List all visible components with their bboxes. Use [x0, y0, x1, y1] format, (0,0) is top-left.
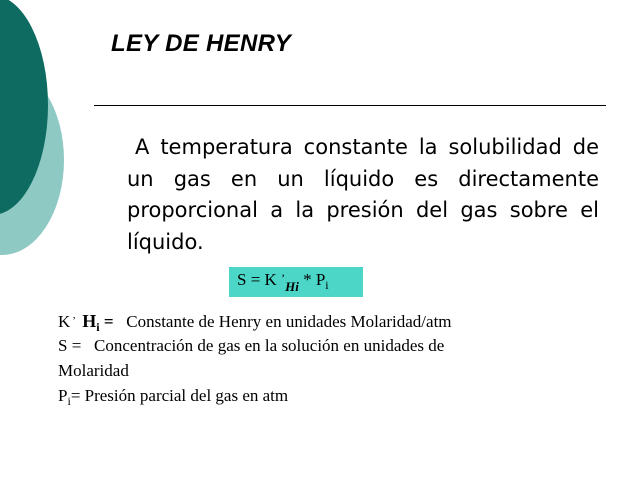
henry-formula-box [229, 267, 363, 297]
def-k-text: Constante de Henry en unidades Molaridad/atm [126, 312, 452, 331]
def-k-letter: K [58, 312, 71, 331]
def-k-eq: = [99, 312, 118, 331]
def-p-text: = Presión parcial del gas en atm [70, 386, 289, 405]
title-divider [94, 105, 606, 106]
def-k-prime: ’ [72, 315, 76, 327]
slide-title: LEY DE HENRY [111, 30, 292, 57]
def-s-text: Concentración de gas en la solución en unidades de [94, 336, 445, 355]
formula-sub-hi: Hi [285, 279, 299, 294]
def-p-sub: i [67, 394, 71, 408]
def-k-h-sub: i [96, 320, 100, 334]
definition-s-continued [58, 361, 129, 381]
definition-k [58, 311, 452, 335]
formula-sub-i: i [325, 278, 329, 292]
formula-mid: * P [298, 270, 326, 289]
def-k-h: H [82, 311, 97, 331]
henry-law-statement [127, 132, 599, 258]
formula-lhs: S = K [237, 270, 277, 289]
def-p-letter: P [58, 386, 68, 405]
def-s-label: S = [58, 336, 86, 355]
definition-p [58, 386, 288, 409]
statement-lead: A [135, 135, 150, 159]
formula-prime: ’ [281, 271, 286, 285]
statement-text: temperatura constante la solubilidad de un gas en un líquido es directamente proporcional a la presión del gas sobre el líquido. [127, 135, 599, 254]
def-s-cont-text: Molaridad [58, 361, 129, 380]
definition-s [58, 336, 444, 356]
